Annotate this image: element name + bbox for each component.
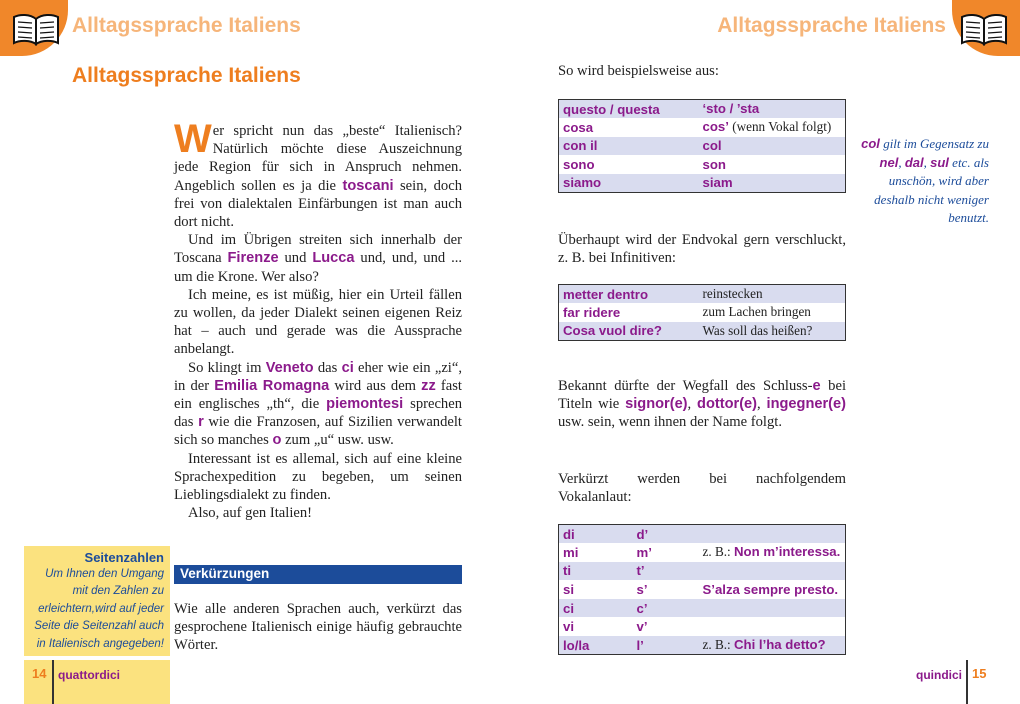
table-row: vi v’ [559, 617, 846, 636]
table-row: con il col [559, 137, 846, 156]
paragraph-6: Also, auf gen Italien! [188, 505, 313, 522]
table-row: si s’ S’alza sempre presto. [559, 580, 846, 599]
page-number-left: 14 [32, 666, 47, 681]
sidebox-text: Um Ihnen den Umgang mit den Zahlen zu erleichtern,wird auf jeder Seite die Seitenzahl auch in Italienisch angegeben! [34, 568, 164, 650]
page-word-left: quattordici [58, 668, 120, 682]
section-heading: Verkürzungen [174, 565, 462, 584]
paragraph-1: Wer spricht nun das „beste“ Italienisch? Natürlich möchte diese Auszeichnung jede Region für sich in Anspruch nehmen. Angeblich sollen es ja die toscani sein, doch frei von dialektalen Einfärbungen ist man auch dort nicht. [174, 117, 462, 231]
table-row: ti t’ [559, 562, 846, 581]
section-text: Wie alle anderen Sprachen auch, verkürzt das gesprochene Italienisch einige häufig gebrauchte Wörter. [174, 601, 462, 654]
page-word-right: quindici [916, 668, 962, 682]
table-vowel-elision [558, 524, 846, 655]
rp-intro-1: So wird beispielsweise aus: [558, 63, 719, 79]
footer-divider-left [52, 660, 54, 704]
footer-divider-right [966, 660, 968, 704]
open-book-icon [960, 11, 1008, 47]
table-row: metter dentro reinstecken [559, 285, 846, 304]
rp-intro-2: Überhaupt wird der Endvokal gern verschluckt, z. B. bei Infinitiven: [558, 232, 846, 267]
table-row: mi m’ z. B.: Non m’interessa. [559, 543, 846, 562]
paragraph-2: Und im Übrigen streiten sich innerhalb der Toscana Firenze und Lucca und, und, und ... um die Krone. Wer also? [174, 232, 463, 285]
open-book-icon [12, 11, 60, 47]
table-shortening-1 [558, 99, 846, 193]
rp-intro-4: Verkürzt werden bei nachfolgendem Vokalanlaut: [558, 471, 846, 506]
paragraph-4: So klingt im Veneto das ci eher wie ein „zi“, in der Emilia Romagna wird aus dem zz fast ein englisches „th“, die piemontesi sprechen das r wie die Franzosen, auf Sizilien verwandelt sich so manches o zum „u“ usw. usw. [174, 359, 463, 449]
running-head-left: Alltagssprache Italiens [72, 14, 301, 37]
table-row: ci c’ [559, 599, 846, 618]
margin-note: col gilt im Gegensatz zu nel, dal, sul etc. als unschön, wird aber deshalb nicht weniger benutzt. [861, 136, 989, 226]
sidebox-title: Seitenzahlen [84, 550, 164, 565]
page-title: Alltagssprache Italiens [72, 64, 301, 87]
table-row: siamo siam [559, 174, 846, 193]
dropcap: W [174, 117, 212, 161]
info-sidebox [24, 546, 170, 656]
table-row: cosa cos’ (wenn Vokal folgt) [559, 118, 846, 137]
corner-tab-left [0, 0, 68, 56]
table-row: lo/la l’ z. B.: Chi l’ha detto? [559, 636, 846, 655]
intro-text [174, 117, 463, 522]
table-row: Cosa vuol dire? Was soll das heißen? [559, 322, 846, 341]
corner-tab-right [952, 0, 1020, 56]
running-head-right: Alltagssprache Italiens [717, 14, 946, 37]
rp-intro-3: Bekannt dürfte der Wegfall des Schluss-e bei Titeln wie signor(e), dottor(e), ingegner(e) usw. sein, wenn ihnen der Name folgt. [558, 378, 846, 431]
table-row: questo / questa ‘sto / ’sta [559, 100, 846, 119]
page-number-right: 15 [972, 666, 987, 681]
paragraph-3: Ich meine, es ist müßig, hier ein Urteil fällen zu wollen, da jeder Dialekt seinen eigenen Reiz hat – auch und gerade was die Aussprache anbelangt. [174, 286, 462, 358]
table-row: di d’ [559, 525, 846, 544]
paragraph-5: Interessant ist es allemal, sich auf eine kleine Sprachexpedition zu begeben, um seinen Lieblingsdialekt zu finden. [174, 450, 462, 504]
table-row: far ridere zum Lachen bringen [559, 303, 846, 322]
table-row: sono son [559, 155, 846, 174]
table-infinitives [558, 284, 846, 341]
